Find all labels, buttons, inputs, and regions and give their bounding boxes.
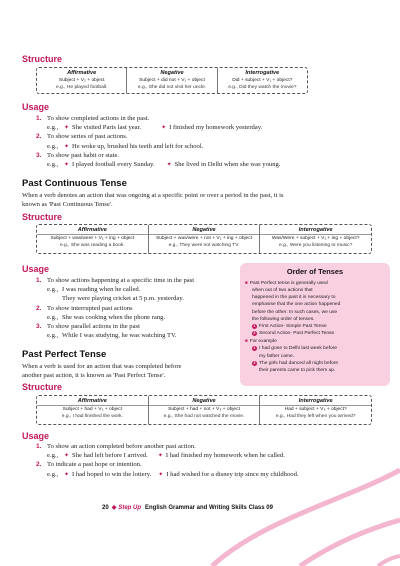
column-formula: Subject + had + not + V₃ + object xyxy=(168,407,240,412)
definition-line: When a verb is used for an action that was completed before xyxy=(22,363,182,370)
usage-heading: Usage xyxy=(22,102,50,112)
star-bullet-icon: ✦ xyxy=(157,453,163,460)
column-example: e.g., Did they watch the movie? xyxy=(228,85,297,90)
column-example: e.g., He played football. xyxy=(55,85,108,90)
usage-heading: Usage xyxy=(22,264,50,274)
eg-label: e.g., xyxy=(47,160,59,168)
column-title: Negative xyxy=(192,398,216,404)
past-continuous-definition xyxy=(22,191,374,210)
usage-list xyxy=(36,276,236,340)
eg-label: e.g., xyxy=(47,332,59,340)
example-row xyxy=(36,294,236,303)
order-box-line: when out of two actions that xyxy=(252,288,313,294)
star-bullet-icon: ✦ xyxy=(64,161,70,168)
list-item xyxy=(36,304,236,313)
order-box-body xyxy=(245,279,387,374)
example-row xyxy=(36,331,236,340)
example-text: I played football every Sunday. xyxy=(72,160,155,168)
list-item xyxy=(36,442,376,451)
column-formula: Did + subject + V₁ + object? xyxy=(232,78,293,83)
page-footer xyxy=(102,504,273,511)
example-text: I had hoped to win the lottery. xyxy=(72,470,152,478)
item-text: To show past habit or state. xyxy=(47,151,120,159)
column-title: Negative xyxy=(192,227,216,233)
usage-list xyxy=(36,442,376,479)
order-box-title: Order of Tenses xyxy=(286,267,344,276)
star-bullet-icon: ✦ xyxy=(64,125,70,132)
order-box-line: the following order of tenses. xyxy=(252,316,315,322)
column-formula: Was/Were + subject + V₁ + ing + object? xyxy=(271,236,360,241)
column-example: e.g., She did not visit her uncle. xyxy=(137,85,207,90)
interrogative-column xyxy=(217,68,307,93)
example-row xyxy=(36,451,376,460)
number-1-icon: 1 xyxy=(253,323,256,328)
interrogative-column xyxy=(259,396,371,424)
eg-label: e.g., xyxy=(47,142,59,150)
column-title: Negative xyxy=(160,70,184,76)
eg-label: e.g., xyxy=(47,124,59,132)
book-title: English Grammar and Writing Skills Class 09 xyxy=(144,505,273,511)
column-formula: Subject + was/were + not + V₁ + ing + object xyxy=(155,236,253,241)
example-text: I was reading when he called. xyxy=(62,286,141,294)
item-text: To show interrupted past actions xyxy=(47,304,133,312)
structure-heading: Structure xyxy=(22,382,63,392)
list-item xyxy=(36,460,376,469)
example-text: I had wished for a disney trip since my childhood. xyxy=(166,470,299,478)
affirmative-column xyxy=(37,396,148,424)
column-example: e.g., They were not watching TV. xyxy=(168,243,240,248)
example-text: She visited Paris last year. xyxy=(72,124,142,132)
example-text: He woke up, brushed his teeth and left for school. xyxy=(72,142,204,150)
example-line: 2 The girls had danced all night before xyxy=(253,360,339,366)
example-row xyxy=(36,470,376,479)
example-text: She had left before I arrived. xyxy=(72,452,148,460)
page-number: 20 xyxy=(102,505,109,511)
star-bullet-icon: ✦ xyxy=(64,143,70,150)
order-box-line: happened in the past it is necessary to xyxy=(252,295,336,301)
column-example: e.g., I had finished the work. xyxy=(61,414,123,419)
column-title: Interrogative xyxy=(298,227,333,233)
number-2-icon: 2 xyxy=(253,360,256,365)
order-box-line: ■ Past Perfect tense is generally used xyxy=(245,280,328,286)
usage-list xyxy=(36,114,376,169)
affirmative-column xyxy=(37,68,126,93)
for-example-line: ■ For example xyxy=(245,338,277,345)
item-number: 2. xyxy=(36,461,42,469)
list-item xyxy=(36,276,236,285)
item-number: 3. xyxy=(36,322,42,330)
list-item xyxy=(36,132,376,141)
example-row xyxy=(36,142,376,151)
example-line: their parents came to pick them up. xyxy=(259,367,336,373)
column-formula: Had + subject + V₃ + object? xyxy=(284,407,347,412)
brand-logo: Step Up xyxy=(118,505,141,511)
past-perfect-title: Past Perfect Tense xyxy=(22,349,107,360)
example-row xyxy=(36,313,236,322)
star-bullet-icon: ✦ xyxy=(64,453,70,460)
example-row xyxy=(36,123,376,132)
item-number: 1. xyxy=(36,443,42,450)
item-text: To show parallel actions in the past xyxy=(47,322,140,330)
column-title: Interrogative xyxy=(245,70,280,76)
eg-label: e.g., xyxy=(47,286,59,294)
first-action-line: 1 First Action- Simple Past Tense xyxy=(253,323,327,329)
list-item xyxy=(36,114,376,123)
item-number: 1. xyxy=(36,115,42,122)
example-row xyxy=(36,285,236,294)
second-action-line: 2 Second Action- Past Perfect Tense xyxy=(253,331,335,337)
star-bullet-icon: ✦ xyxy=(64,471,70,478)
example-line: 1 I had gone to Delhi last week before xyxy=(253,346,338,352)
interrogative-column xyxy=(259,225,371,253)
square-bullet-icon: ■ xyxy=(245,280,248,285)
column-title: Affirmative xyxy=(77,398,107,404)
definition-line: another past action, it is known as 'Past Perfect Tense'. xyxy=(22,372,166,380)
eg-label: e.g., xyxy=(47,452,59,460)
example-text: She was cooking when the phone rang. xyxy=(62,313,166,321)
item-text: To show series of past actions. xyxy=(47,133,128,141)
structure-heading: Structure xyxy=(22,54,63,64)
column-title: Affirmative xyxy=(67,70,97,76)
number-2-icon: 2 xyxy=(253,331,256,336)
star-bullet-icon: ✦ xyxy=(161,125,167,132)
item-number: 1. xyxy=(36,277,42,284)
example-text: While I was studying, he was watching TV. xyxy=(62,332,177,340)
eg-label: e.g., xyxy=(47,470,59,478)
example-text: I finished my homework yesterday. xyxy=(169,124,263,132)
eg-label: e.g., xyxy=(47,313,59,321)
column-formula: Subject + V₂ + object xyxy=(58,78,105,83)
example-text: I had finished my homework when he called. xyxy=(165,452,285,460)
order-box-line: before the other. In such cases, we use xyxy=(252,309,338,315)
column-formula: Subject + had + V₃ + object xyxy=(62,407,123,412)
item-number: 2. xyxy=(36,304,42,312)
negative-column xyxy=(148,225,260,253)
column-title: Affirmative xyxy=(77,227,107,233)
example-row xyxy=(36,160,376,169)
number-1-icon: 1 xyxy=(253,346,256,351)
negative-column xyxy=(126,68,216,93)
negative-column xyxy=(148,396,260,424)
column-formula: Subject + was/were + V₁ + ing + object xyxy=(50,236,135,241)
structure-table xyxy=(36,67,308,94)
square-bullet-icon: ■ xyxy=(245,338,248,344)
list-item xyxy=(36,151,376,160)
definition-line: known as 'Past Continuous Tense'. xyxy=(22,201,113,209)
item-text: To show an action completed before another past action. xyxy=(47,443,196,450)
example-text: She lived in Delhi when she was young. xyxy=(174,160,281,168)
structure-heading: Structure xyxy=(22,212,63,222)
affirmative-column xyxy=(37,225,148,253)
star-bullet-icon: ✦ xyxy=(166,161,172,168)
column-example: e.g., Had they left when you arrived? xyxy=(275,414,356,419)
example-text: They were playing cricket at 5 p.m. yesterday. xyxy=(62,295,184,303)
column-example: e.g., Were you listening to music? xyxy=(279,243,353,248)
structure-table xyxy=(36,224,372,254)
example-line: my father came. xyxy=(259,353,295,359)
item-text: To show actions happening at a specific time in the past xyxy=(47,277,195,284)
column-example: e.g., She was reading a book. xyxy=(59,243,125,248)
structure-table xyxy=(36,395,372,425)
star-bullet-icon: ✦ xyxy=(158,471,164,478)
past-perfect-definition xyxy=(22,362,237,381)
list-item xyxy=(36,322,236,331)
column-example: e.g., She had not watched the movie. xyxy=(163,414,245,419)
item-number: 2. xyxy=(36,133,42,141)
past-continuous-title: Past Continuous Tense xyxy=(22,178,127,189)
usage-heading: Usage xyxy=(22,431,50,441)
item-text: To show completed actions in the past. xyxy=(47,115,150,122)
order-of-tenses-box xyxy=(240,263,390,386)
order-box-line: emphasise that the one action happened xyxy=(252,302,341,308)
definition-line: When a verb denotes an action that was ongoing at a specific point or over a period in the past, it is xyxy=(22,192,284,199)
column-formula: Subject + did not + V₁ + object xyxy=(139,78,205,83)
diamond-icon: ◆ xyxy=(111,505,117,511)
item-text: To indicate a past hope or intention. xyxy=(47,461,142,469)
column-title: Interrogative xyxy=(298,398,333,404)
item-number: 3. xyxy=(36,151,42,159)
